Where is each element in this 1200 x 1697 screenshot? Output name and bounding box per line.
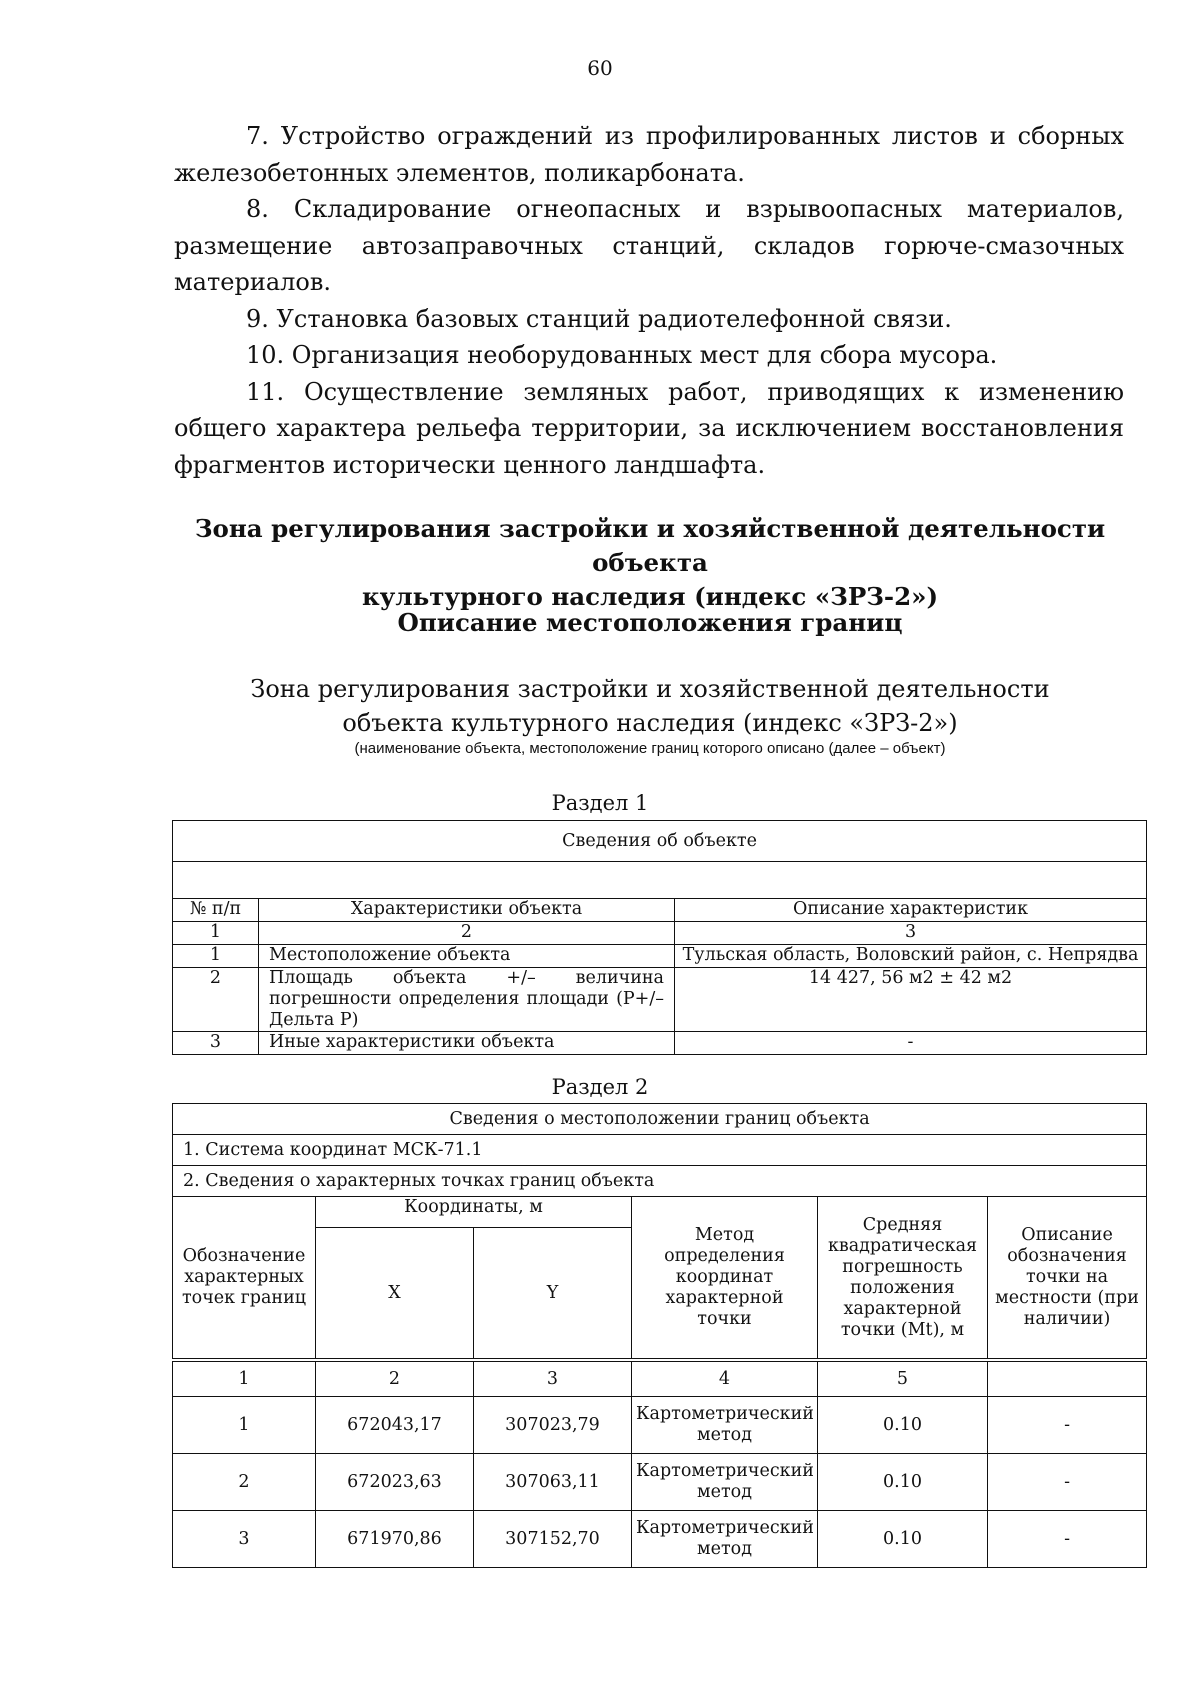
zone-heading [150,512,1150,614]
row-characteristic: Местоположение объекта [259,945,675,968]
point-method: Картометрический метод [632,1511,818,1568]
object-name [150,672,1150,740]
point-method: Картометрический метод [632,1454,818,1511]
table-row [173,862,1147,899]
column-number: 5 [818,1360,988,1397]
column-number: 3 [474,1360,632,1397]
table-header-row [173,899,1147,922]
page-number: 60 [587,56,613,80]
point-error: 0.10 [818,1454,988,1511]
point-description: - [988,1397,1147,1454]
paragraph-8: 8. Складирование огнеопасных и взрывоопасных материалов, размещение автозаправочных станций, складов горюче-смазочных материалов. [174,195,1124,296]
section1-table [172,820,1147,1055]
row-description: 14 427, 56 м2 ± 42 м2 [675,968,1147,1032]
column-number: 2 [259,922,675,945]
table-row [173,821,1147,862]
row-num: 1 [173,945,259,968]
table-row [173,1166,1147,1197]
column-number: 3 [675,922,1147,945]
point-error: 0.10 [818,1511,988,1568]
column-header-method: Метод определения координат характерной точки [632,1197,818,1361]
column-number: 2 [316,1360,474,1397]
paragraph-9: 9. Установка базовых станций радиотелефонной связи. [246,304,952,333]
row-description: - [675,1032,1147,1055]
column-header-description: Описание характеристик [675,899,1147,922]
point-y: 307063,11 [474,1454,632,1511]
table-row [173,1360,1147,1397]
table-row [173,1135,1147,1166]
zone-heading-line1: Зона регулирования застройки и хозяйственной деятельности объекта [194,514,1106,577]
paragraph-7: 7. Устройство ограждений из профилированных листов и сборных железобетонных элементов, поликарбоната. [174,122,1124,187]
table-row [173,1454,1147,1511]
section1-title: Раздел 1 [551,791,649,815]
description-heading: Описание местоположения границ [397,608,903,637]
section1-empty-row [173,862,1147,899]
column-number: 1 [173,1360,316,1397]
object-name-caption: (наименование объекта, местоположение границ которого описано (далее – объект) [354,740,946,757]
paragraph-11: 11. Осуществление земляных работ, приводящих к изменению общего характера рельефа территории, за исключением восстановления фрагментов исторически ценного ландшафта. [174,377,1124,479]
column-header-error: Средняя квадратическая погрешность положения характерной точки (Mt), м [818,1197,988,1361]
coordinate-system: 1. Система координат МСК-71.1 [173,1135,1147,1166]
paragraph-10: 10. Организация необорудованных мест для сбора мусора. [246,341,998,369]
row-characteristic: Площадь объекта +/– величина погрешности определения площади (Р+/– Дельта Р) [259,968,675,1032]
point-error: 0.10 [818,1397,988,1454]
point-y: 307152,70 [474,1511,632,1568]
point-x: 672043,17 [316,1397,474,1454]
point-description: - [988,1454,1147,1511]
row-characteristic: Иные характеристики объекта [259,1032,675,1055]
column-header-designation: Обозначение характерных точек границ [173,1197,316,1361]
section2-title: Раздел 2 [551,1075,649,1099]
column-header-characteristic: Характеристики объекта [259,899,675,922]
column-header-point-description: Описание обозначения точки на местности (при наличии) [988,1197,1147,1361]
table-row [173,1397,1147,1454]
table-row [173,1104,1147,1135]
table-header-row [173,1197,1147,1228]
section2-header: Сведения о местоположении границ объекта [173,1104,1147,1135]
column-header-num: № п/п [173,899,259,922]
points-header: 2. Сведения о характерных точках границ объекта [173,1166,1147,1197]
table-row [173,1511,1147,1568]
body-text [174,118,1124,483]
point-x: 672023,63 [316,1454,474,1511]
point-description: - [988,1511,1147,1568]
row-num: 3 [173,1032,259,1055]
table-row [173,1032,1147,1055]
zone-heading-line2: культурного наследия (индекс «ЗРЗ-2») [361,582,939,611]
object-name-line1: Зона регулирования застройки и хозяйственной деятельности [250,675,1050,703]
column-header-x: X [316,1228,474,1361]
column-number: 4 [632,1360,818,1397]
row-num: 2 [173,968,259,1032]
column-number [988,1360,1147,1397]
section2-table [172,1103,1147,1568]
section1-header: Сведения об объекте [173,821,1147,862]
point-x: 671970,86 [316,1511,474,1568]
object-name-line2: объекта культурного наследия (индекс «ЗРЗ-2») [342,709,958,737]
point-number: 1 [173,1397,316,1454]
table-row [173,945,1147,968]
row-description: Тульская область, Воловский район, с. Непрядва [675,945,1147,968]
column-number: 1 [173,922,259,945]
column-header-y: Y [474,1228,632,1361]
table-row [173,968,1147,1032]
point-number: 2 [173,1454,316,1511]
point-method: Картометрический метод [632,1397,818,1454]
column-header-coordinates: Координаты, м [316,1197,632,1228]
table-row [173,922,1147,945]
point-number: 3 [173,1511,316,1568]
point-y: 307023,79 [474,1397,632,1454]
